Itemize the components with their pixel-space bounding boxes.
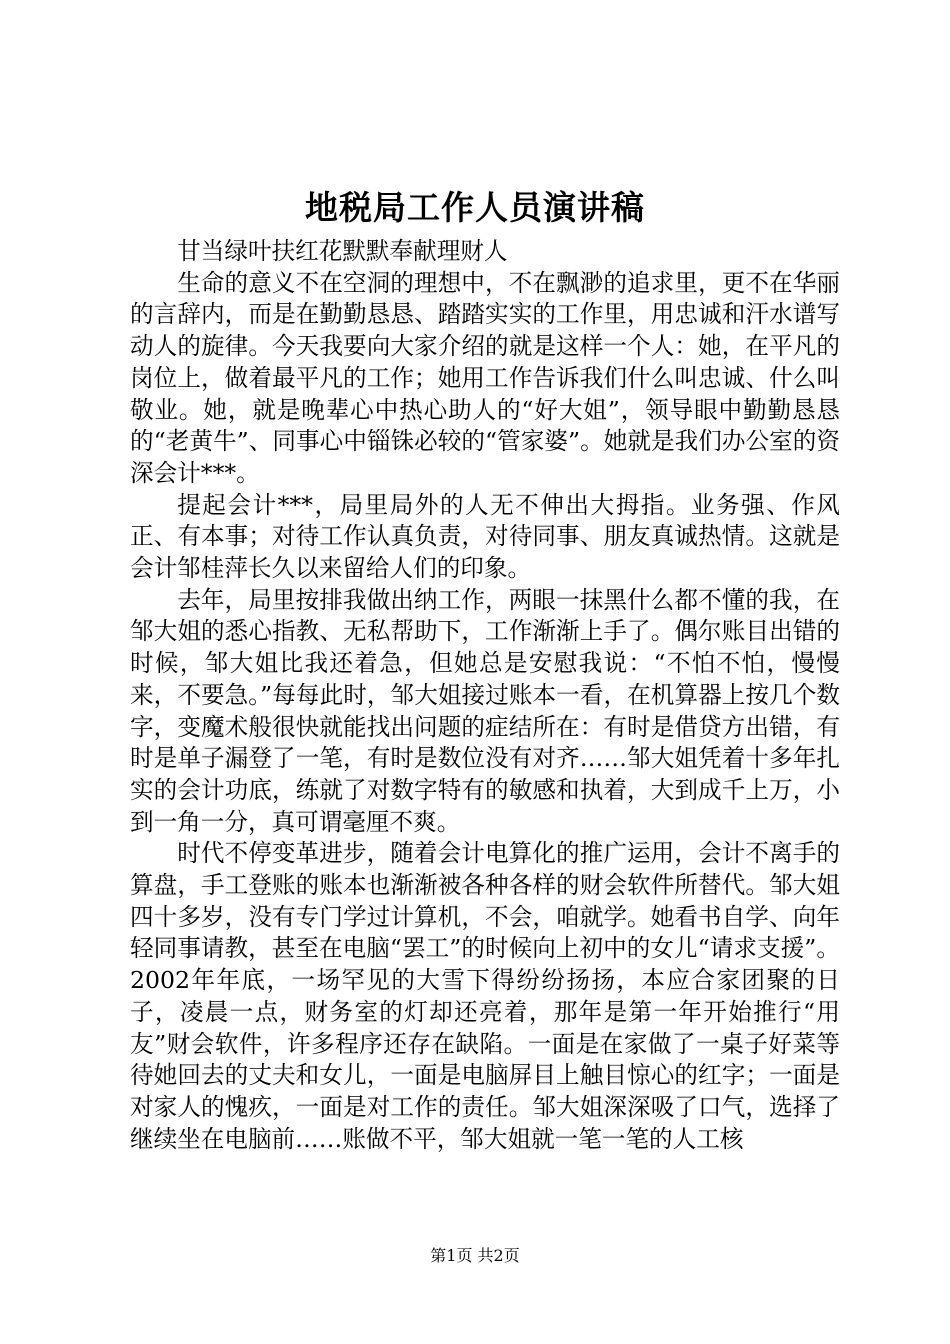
- body-paragraph: 时代不停变革进步，随着会计电算化的推广运用，会计不离手的算盘，手工登账的账本也渐渐被各种各样的财会软件所替代。邹大姐四十多岁，没有专门学过计算机，不会，咱就学。她看书自学、向年轻同事请教，甚至在电脑“罢工”的时候向上初中的女儿“请求支援”。2002年年底，一场罕见的大雪下得纷纷扬扬，本应合家团聚的日子，凌晨一点，财务室的灯却还亮着，那年是第一年开始推行“用友”财会软件，许多程序还存在缺陷。一面是在家做了一桌子好菜等待她回去的丈夫和女儿，一面是电脑屏目上触目惊心的红字；一面是对家人的愧疚，一面是对工作的责任。邹大姐深深吸了口气，选择了继续坐在电脑前……账做不平，邹大姐就一笔一笔的人工核: [130, 839, 840, 1153]
- body-paragraph: 去年，局里按排我做出纳工作，两眼一抹黑什么都不懂的我，在邹大姐的悉心指教、无私帮助下，工作渐渐上手了。偶尔账目出错的时候，邹大姐比我还着急，但她总是安慰我说：“不怕不怕，慢慢来，不要急。”每每此时，邹大姐接过账本一看，在机算器上按几个数字，变魔术般很快就能找出问题的症结所在：有时是借贷方出错，有时是单子漏登了一笔，有时是数位没有对齐……邹大姐凭着十多年扎实的会计功底，练就了对数字特有的敏感和执着，大到成千上万，小到一角一分，真可谓毫厘不爽。: [130, 585, 840, 836]
- document-title: 地税局工作人员演讲稿: [305, 188, 645, 227]
- page-footer: 第1页 共2页: [430, 1246, 520, 1265]
- subtitle-paragraph: 甘当绿叶扶红花默默奉献理财人: [177, 237, 508, 265]
- body-paragraph: 生命的意义不在空洞的理想中，不在飘渺的追求里，更不在华丽的言辞内，而是在勤勤恳恳、踏踏实实的工作里，用忠诚和汗水谱写动人的旋律。今天我要向大家介绍的就是这样一个人：她，在平凡的岗位上，做着最平凡的工作；她用工作告诉我们什么叫忠诚、什么叫敬业。她，就是晚辈心中热心助人的“好大姐”，领导眼中勤勤恳恳的“老黄牛”、同事心中锱铢必较的“管家婆”。她就是我们办公室的资深会计***。: [130, 268, 840, 487]
- document-body: [130, 236, 840, 1155]
- body-paragraph: 提起会计***，局里局外的人无不伸出大拇指。业务强、作风正、有本事；对待工作认真负责，对待同事、朋友真诚热情。这就是会计邹桂萍长久以来留给人们的印象。: [130, 490, 840, 583]
